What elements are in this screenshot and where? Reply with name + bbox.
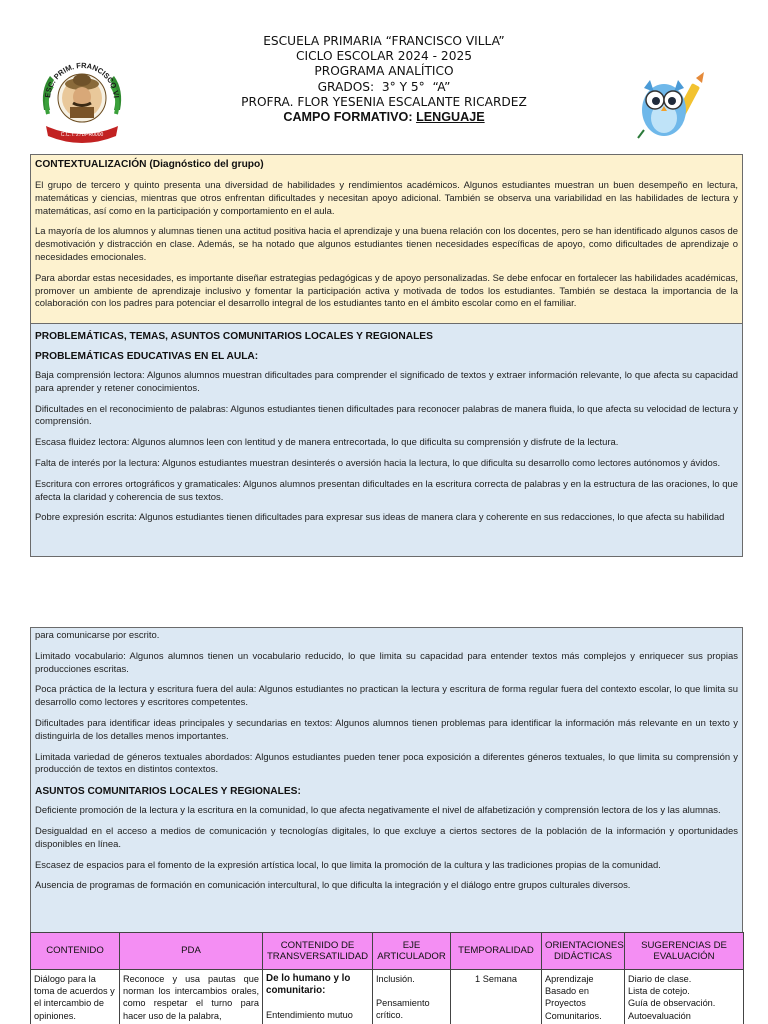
transversalidad-title: De lo humano y lo comunitario:: [266, 973, 351, 997]
asunto-item: Ausencia de programas de formación en comunicación intercultural, lo que dificulta la integración y el diálogo entre grupos culturales diversos.: [35, 880, 631, 892]
problematica-item: Dificultades en el reconocimiento de palabras: Algunos estudiantes tienen dificultades para reconocer palabras de manera fluida, lo que afecta su velocidad de lectura y comprensión.: [35, 403, 738, 428]
problematica-item: Dificultades para identificar ideas principales y secundarias en textos: Algunos alumnos tienen problemas para identificar la información más relevante en un texto y distinguirla de los detalles menos importantes.: [35, 717, 738, 742]
asunto-item: Deficiente promoción de la lectura y la escritura en la comunidad, lo que afecta negativamente el nivel de alfabetización y comprensión lectora de los y las alumnas.: [35, 805, 721, 817]
school-seal-logo: [34, 50, 130, 146]
transversalidad-text: Entendimiento mutuo: [266, 1010, 353, 1021]
cell-eje: [373, 970, 451, 1024]
problematicas-continuation: [30, 627, 743, 932]
cell-transversalidad: [263, 970, 373, 1024]
contextualizacion-paragraph: Para abordar estas necesidades, es importante diseñar estrategias pedagógicas y de apoyo personalizadas. Se debe enfocar en fortalecer las habilidades académicas, promover un ambiente de aprendizaje inclusivo y fomentar la participación activa y motivada de todos los estudiantes. También se destaca la importancia de la colaboración con los padres para potenciar el desarrollo integral de los estudiantes tanto en el ámbito escolar como en el familiar.: [35, 272, 738, 310]
problematica-item: Baja comprensión lectora: Algunos alumnos muestran dificultades para comprender el significado de textos y extraer información relevante, lo que afecta su capacidad para aprender y retener conocimientos.: [35, 370, 738, 394]
header-title-block: [150, 34, 618, 125]
sugerencia-item: Lista de cotejo.: [628, 986, 690, 997]
teacher-name: PROFRA. FLOR YESENIA ESCALANTE RICARDEZ: [241, 94, 527, 109]
contextualizacion-paragraph: El grupo de tercero y quinto presenta una diversidad de habilidades y rendimientos académicos. Algunos estudiantes muestran un buen desempeño en lectura, matemáticas y ciencias, mientras que otros enfrentan dificultades y necesitan apoyo adicional. También se observa una variabilidad en las habilidades de lectura y matemáticas, así como en la participación y comportamiento en el aula.: [35, 180, 738, 217]
header-temporalidad: TEMPORALIDAD: [451, 933, 542, 970]
program-name: PROGRAMA ANALÍTICO: [314, 64, 454, 79]
problematica-item: Limitado vocabulario: Algunos alumnos tienen un vocabulario reducido, lo que limita su capacidad para entender textos más complejos y enriquecer sus propias producciones escritas.: [35, 650, 738, 675]
contextualizacion-paragraph: La mayoría de los alumnos y alumnas tienen una actitud positiva hacia el aprendizaje y una buena relación con los docentes, pero se han identificado algunos casos de desmotivación y distracción en clase. Además, se ha notado que algunos estudiantes tienen necesidades específicas de apoyo, como dificultades de aprendizaje o necesidades emocionales.: [35, 226, 738, 263]
problematica-item: Escasa fluidez lectora: Algunos alumnos leen con lentitud y de manera entrecortada, lo que dificulta su comprensión y disfrute de la lectura.: [35, 437, 619, 449]
campo-formativo: [150, 110, 618, 125]
eje-item: Pensamiento crítico.: [376, 998, 430, 1021]
asunto-item: Desigualdad en el acceso a medios de comunicación y tecnologías digitales, lo que excluye a ciertos sectores de la población de la información y oportunidades disponibles en línea.: [35, 825, 738, 850]
problematica-item: Limitada variedad de géneros textuales abordados: Algunos estudiantes pueden tener poca exposición a diferentes géneros textuales, lo que limita su comprensión y producción de textos en distintos contextos.: [35, 751, 738, 776]
contextualizacion-title: CONTEXTUALIZACIÓN (Diagnóstico del grupo): [35, 159, 264, 170]
problematica-item: Falta de interés por la lectura: Algunos estudiantes muestran desinterés o aversión hacia la lectura, lo que dificulta su desarrollo como lectores autónomos y ávidos.: [35, 457, 721, 469]
plan-table: [30, 932, 744, 1024]
header-contenido: CONTENIDO: [31, 933, 120, 970]
cell-pda: Reconoce y usa pautas que norman los intercambios orales, como respetar el turno para hacer uso de la palabra,: [120, 970, 263, 1024]
header-sugerencias: SUGERENCIAS DE EVALUACIÓN: [625, 933, 744, 970]
asuntos-title: ASUNTOS COMUNITARIOS LOCALES Y REGIONALES:: [35, 786, 301, 798]
campo-value: LENGUAJE: [416, 110, 485, 125]
sugerencia-item: Autoevaluación: [628, 1010, 691, 1021]
problematica-item: Poca práctica de la lectura y escritura fuera del aula: Algunos estudiantes no practican la lectura y escritura de forma regular fuera del contexto escolar, lo que limita su desarrollo como lectores y escritores competentes.: [35, 684, 738, 709]
table-header-row: [31, 933, 744, 970]
table-row: [31, 970, 744, 1024]
grades: GRADOS: 3° Y 5° “A”: [317, 79, 451, 94]
problematica-item: Pobre expresión escrita: Algunos estudiantes tienen dificultades para expresar sus ideas de manera clara y coherente en sus redacciones, lo que afecta su habilidad: [35, 512, 725, 524]
sugerencia-item: Diario de clase.: [628, 974, 692, 984]
contextualizacion-section: [30, 154, 743, 324]
asunto-item: Escasez de espacios para el fomento de la expresión artística local, lo que limita la promoción de la cultura y las tradiciones propias de la comunidad.: [35, 859, 661, 871]
svg-text:ESC. PRIM. FRANCISCO VILLA: ESC. PRIM. FRANCISCO VI: [43, 60, 121, 99]
cell-contenido: Diálogo para la toma de acuerdos y el intercambio de opiniones.: [31, 970, 120, 1024]
school-cycle: CICLO ESCOLAR 2024 - 2025: [296, 49, 472, 64]
school-name: ESCUELA PRIMARIA “FRANCISCO VILLA”: [263, 34, 505, 48]
problematica-item: para comunicarse por escrito.: [35, 630, 160, 641]
problematicas-subtitle: PROBLEMÁTICAS EDUCATIVAS EN EL AULA:: [35, 351, 259, 362]
eje-item: Inclusión.: [376, 974, 415, 984]
cell-sugerencias: [625, 970, 744, 1024]
owl-pencil-mascot: [632, 64, 712, 142]
problematicas-title: PROBLEMÁTICAS, TEMAS, ASUNTOS COMUNITARIOS LOCALES Y REGIONALES: [35, 331, 433, 342]
header-pda: PDA: [120, 933, 263, 970]
header-eje: EJE ARTICULADOR: [373, 933, 451, 970]
header-transversalidad: CONTENIDO DE TRANSVERSATILIDAD: [263, 933, 373, 970]
problematicas-section: [30, 324, 743, 557]
cell-temporalidad: 1 Semana: [451, 970, 542, 1024]
campo-label: CAMPO FORMATIVO:: [283, 110, 417, 125]
sugerencia-item: Guía de observación.: [628, 998, 716, 1009]
header-orientaciones: ORIENTACIONES DIDÁCTICAS: [542, 933, 625, 970]
problematica-item: Escritura con errores ortográficos y gramaticales: Algunos alumnos presentan dificultades en la escritura correcta de palabras y en la estructura de las oraciones, lo que afecta la claridad y coherencia de sus textos.: [35, 478, 738, 503]
svg-text:C.C.T. 27DPR0000: C.C.T. 27DPR0000: [60, 132, 104, 138]
document-header: [0, 0, 768, 150]
cell-orientaciones: Aprendizaje Basado en Proyectos Comunitarios.: [542, 970, 625, 1024]
